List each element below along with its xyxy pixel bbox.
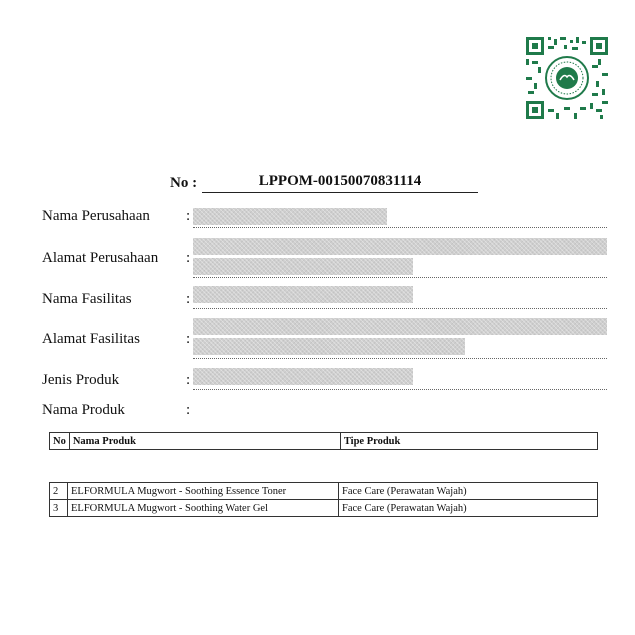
column-header-tipe-produk: Tipe Produk — [340, 433, 597, 450]
alamat-fasilitas-label: Alamat Fasilitas — [42, 331, 140, 347]
nama-perusahaan-redacted — [193, 208, 387, 225]
alamat-fasilitas-redacted-line1 — [193, 318, 607, 335]
alamat-fasilitas-underline — [193, 358, 607, 359]
nama-perusahaan-label: Nama Perusahaan — [42, 208, 150, 224]
row-no: 3 — [50, 500, 68, 517]
alamat-perusahaan-redacted-line1 — [193, 238, 607, 255]
product-table-header — [49, 432, 598, 450]
alamat-perusahaan-label: Alamat Perusahaan — [42, 250, 159, 266]
table-row — [50, 483, 598, 500]
nama-produk-label: Nama Produk — [42, 402, 125, 418]
jenis-produk-label: Jenis Produk — [42, 372, 120, 388]
alamat-fasilitas-colon: : — [186, 331, 191, 347]
row-no: 2 — [50, 483, 68, 500]
jenis-produk-redacted — [193, 368, 413, 385]
nama-fasilitas-underline — [193, 308, 607, 309]
alamat-perusahaan-colon: : — [186, 250, 191, 266]
nama-fasilitas-label: Nama Fasilitas — [42, 291, 132, 307]
certificate-number — [170, 173, 480, 195]
product-table-body — [49, 482, 598, 517]
alamat-perusahaan-redacted-line2 — [193, 258, 413, 275]
alamat-perusahaan-underline — [193, 277, 607, 278]
row-product-name: ELFORMULA Mugwort - Soothing Essence Toner — [68, 483, 339, 500]
nama-fasilitas-redacted — [193, 286, 413, 303]
row-product-type: Face Care (Perawatan Wajah) — [339, 483, 598, 500]
certificate-number-value: LPPOM-00150070831114 — [202, 173, 478, 193]
certificate-number-label: No : — [170, 175, 198, 191]
column-header-no: No — [50, 433, 70, 450]
nama-fasilitas-colon: : — [186, 291, 191, 307]
nama-produk-colon: : — [186, 402, 191, 418]
row-product-type: Face Care (Perawatan Wajah) — [339, 500, 598, 517]
nama-perusahaan-underline — [193, 227, 607, 228]
alamat-fasilitas-redacted-line2 — [193, 338, 465, 355]
jenis-produk-underline — [193, 389, 607, 390]
column-header-nama-produk: Nama Produk — [69, 433, 340, 450]
jenis-produk-colon: : — [186, 372, 191, 388]
nama-perusahaan-colon: : — [186, 208, 191, 224]
halal-qr-code-icon — [526, 37, 608, 119]
row-product-name: ELFORMULA Mugwort - Soothing Water Gel — [68, 500, 339, 517]
table-row — [50, 500, 598, 517]
